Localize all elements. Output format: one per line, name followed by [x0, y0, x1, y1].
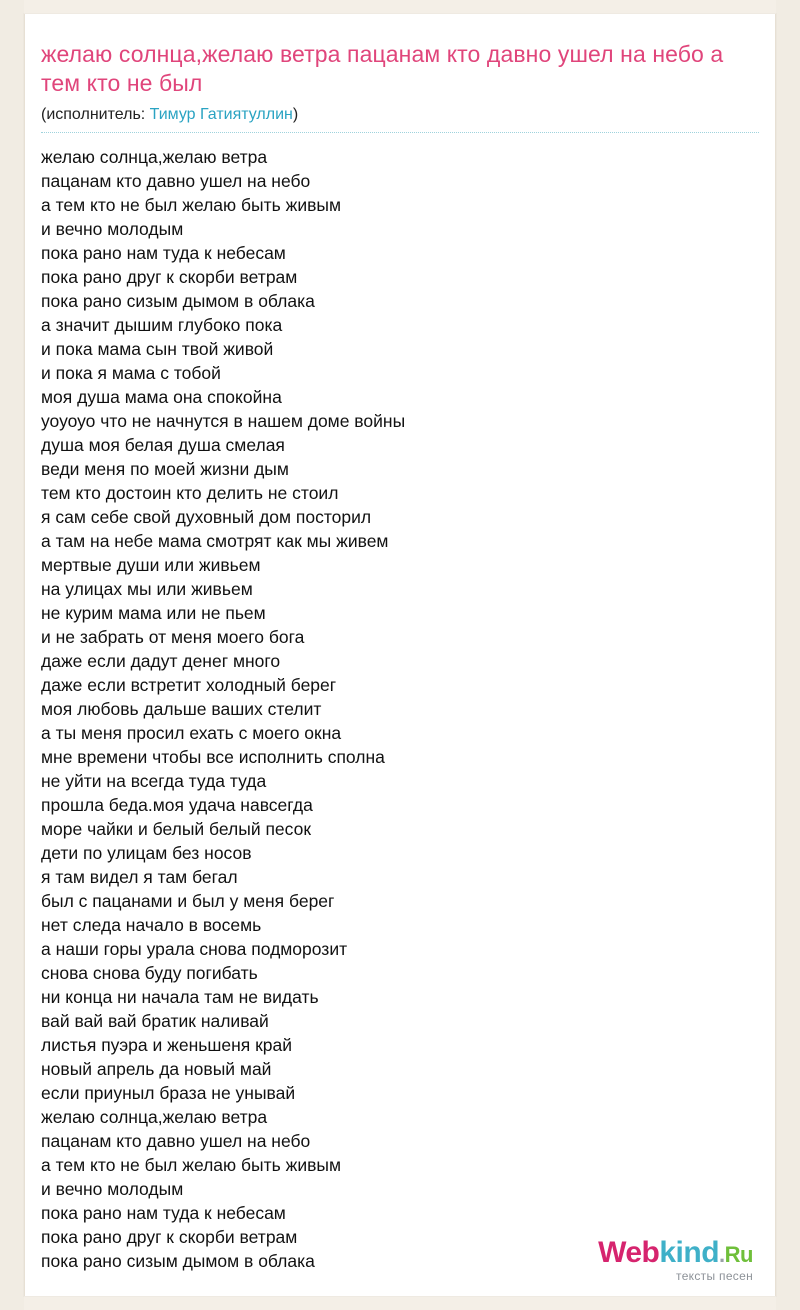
content-area: [41, 40, 759, 1273]
lyrics-line: а значит дышим глубоко пока: [41, 315, 283, 335]
lyrics-line: даже если дадут денег много: [41, 651, 281, 671]
site-logo-ru: Ru: [724, 1242, 753, 1267]
page-right-margin: [776, 0, 800, 1310]
lyrics-line: и пока я мама с тобой: [41, 363, 221, 383]
page-left-margin: [0, 0, 24, 1310]
lyrics-line: пока рано друг к скорби ветрам: [41, 1227, 298, 1247]
lyrics-line: я там видел я там бегал: [41, 867, 238, 887]
lyrics-line: на улицах мы или живьем: [41, 579, 253, 599]
lyrics-line: даже если встретит холодный берег: [41, 675, 337, 695]
lyrics-line: снова снова буду погибать: [41, 963, 258, 983]
lyrics-body: [41, 145, 759, 1273]
lyrics-line: моя любовь дальше ваших стелит: [41, 699, 322, 719]
site-logo-dot: .: [719, 1242, 725, 1267]
lyrics-line: уоуоуо что не начнутся в нашем доме войны: [41, 411, 406, 431]
lyrics-line: и пока мама сын твой живой: [41, 339, 274, 359]
lyrics-line: вай вай вай братик наливай: [41, 1011, 269, 1031]
lyrics-line: а ты меня просил ехать с моего окна: [41, 723, 342, 743]
lyrics-line: душа моя белая душа смелая: [41, 435, 285, 455]
lyrics-line: пока рано нам туда к небесам: [41, 243, 286, 263]
lyrics-line: не уйти на всегда туда туда: [41, 771, 267, 791]
performer-line: [41, 104, 759, 133]
lyrics-line: пацанам кто давно ушел на небо: [41, 171, 311, 191]
lyrics-line: моя душа мама она спокойна: [41, 387, 282, 407]
lyrics-line: если приуныл браза не унывай: [41, 1083, 296, 1103]
performer-link[interactable]: Тимур Гатиятуллин: [149, 106, 293, 123]
lyrics-line: пока рано сизым дымом в облака: [41, 1251, 315, 1271]
lyrics-line: а тем кто не был желаю быть живым: [41, 195, 342, 215]
site-logo-subtitle: тексты песен: [676, 1269, 753, 1283]
lyrics-line: и вечно молодым: [41, 1179, 184, 1199]
site-logo[interactable]: [598, 1238, 753, 1282]
lyrics-line: веди меня по моей жизни дым: [41, 459, 289, 479]
lyrics-line: новый апрель да новый май: [41, 1059, 272, 1079]
lyrics-line: а там на небе мама смотрят как мы живем: [41, 531, 389, 551]
lyrics-sheet: [24, 14, 776, 1296]
lyrics-line: желаю солнца,желаю ветра: [41, 1107, 268, 1127]
site-logo-kind: kind: [659, 1236, 720, 1269]
lyrics-line: желаю солнца,желаю ветра: [41, 147, 268, 167]
lyrics-line: нет следа начало в восемь: [41, 915, 262, 935]
lyrics-line: пацанам кто давно ушел на небо: [41, 1131, 311, 1151]
lyrics-line: мне времени чтобы все исполнить сполна: [41, 747, 385, 767]
lyrics-line: мертвые души или живьем: [41, 555, 261, 575]
site-logo-web: Web: [598, 1236, 660, 1269]
page-title: желаю солнца,желаю ветра пацанам кто давно ушел на небо а тем кто не был: [41, 41, 724, 96]
site-logo-text: [598, 1238, 753, 1268]
lyrics-line: а тем кто не был желаю быть живым: [41, 1155, 342, 1175]
lyrics-line: пока рано друг к скорби ветрам: [41, 267, 298, 287]
lyrics-line: листья пуэра и женьшеня край: [41, 1035, 293, 1055]
lyrics-line: пока рано нам туда к небесам: [41, 1203, 286, 1223]
lyrics-line: прошла беда.моя удача навсегда: [41, 795, 313, 815]
lyrics-line: а наши горы урала снова подморозит: [41, 939, 348, 959]
performer-prefix: (исполнитель:: [41, 106, 150, 123]
lyrics-line: ни конца ни начала там не видать: [41, 987, 319, 1007]
lyrics-line: и не забрать от меня моего бога: [41, 627, 305, 647]
lyrics-line: был с пацанами и был у меня берег: [41, 891, 335, 911]
lyrics-line: тем кто достоин кто делить не стоил: [41, 483, 339, 503]
lyrics-line: дети по улицам без носов: [41, 843, 252, 863]
lyrics-line: не курим мама или не пьем: [41, 603, 266, 623]
lyrics-line: я сам себе свой духовный дом посторил: [41, 507, 372, 527]
performer-suffix: ): [292, 106, 299, 123]
lyrics-line: пока рано сизым дымом в облака: [41, 291, 315, 311]
lyrics-line: море чайки и белый белый песок: [41, 819, 312, 839]
lyrics-line: и вечно молодым: [41, 219, 184, 239]
